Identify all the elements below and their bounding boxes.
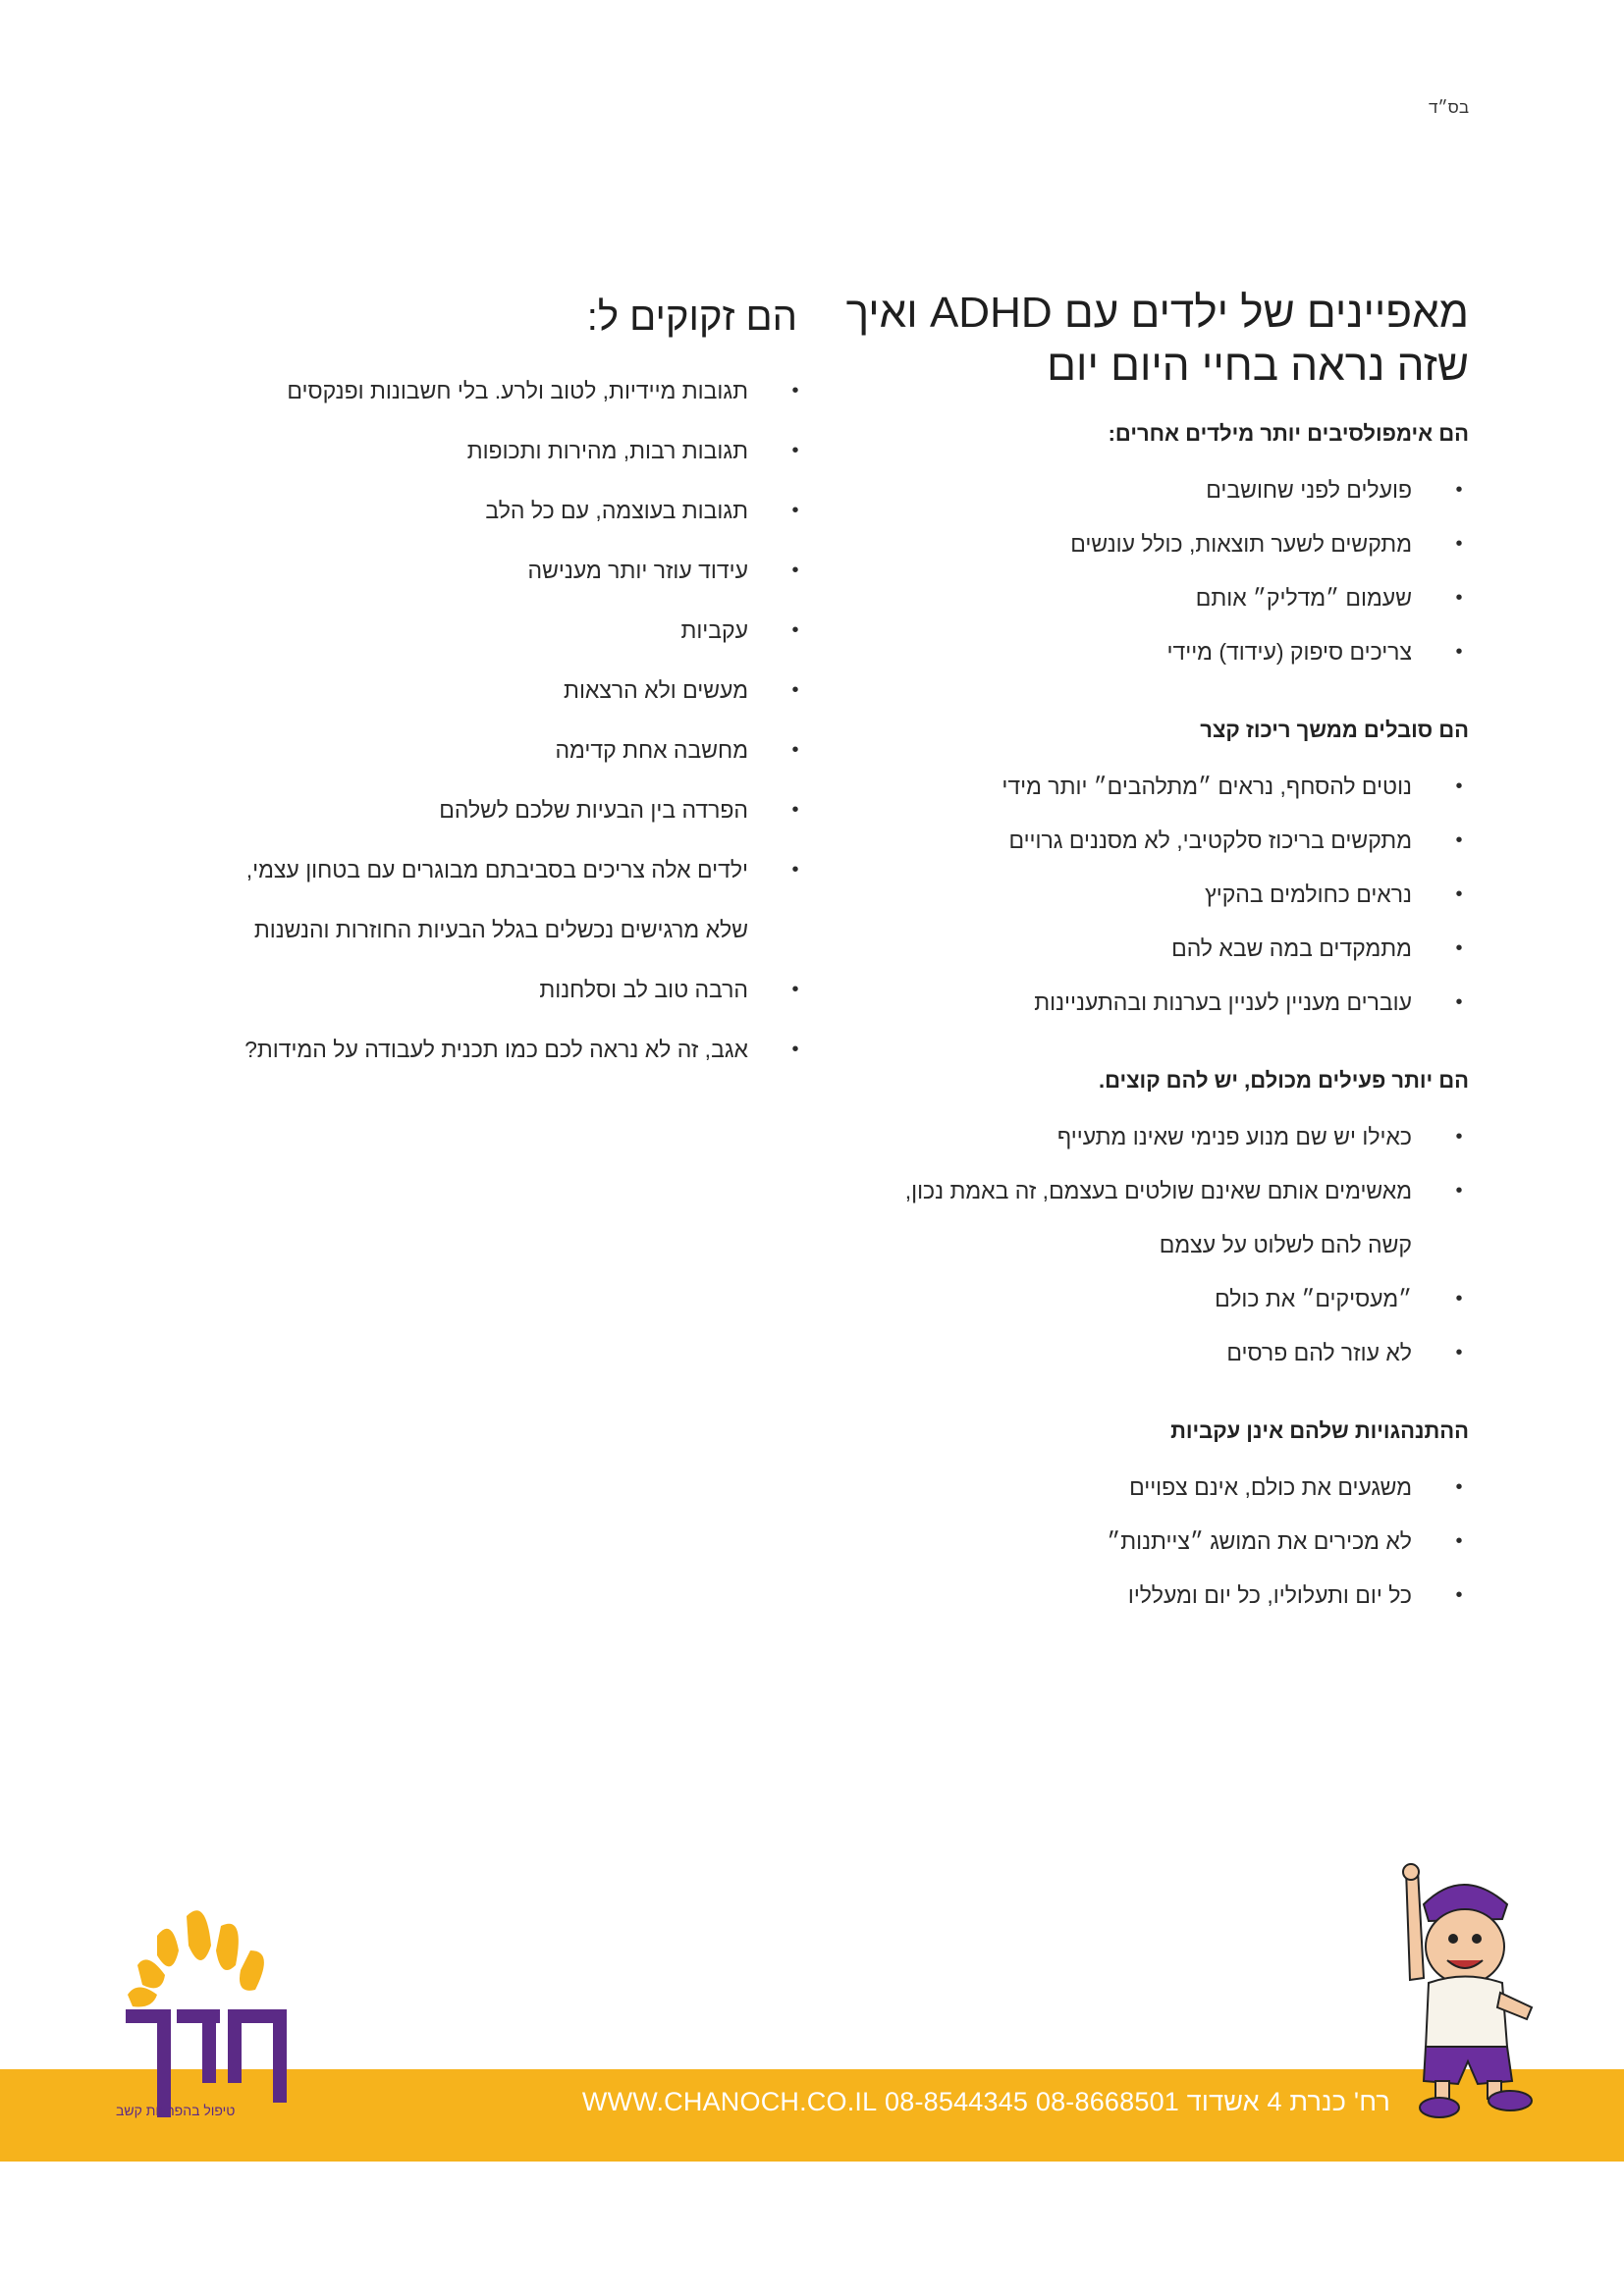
list-item: • הרבה טוב לב וסלחנות bbox=[177, 960, 805, 1020]
bullet-icon: • bbox=[1455, 479, 1463, 501]
section-impulsive bbox=[782, 412, 1469, 679]
bullet-icon: • bbox=[1455, 1126, 1463, 1148]
list-item-continuation: קשה להם לשלוט על עצמם bbox=[1159, 1232, 1412, 1257]
bullet-icon: • bbox=[1455, 641, 1463, 663]
bullet-icon: • bbox=[1455, 829, 1463, 851]
bullet-list bbox=[782, 760, 1469, 1030]
bullet-icon: • bbox=[1455, 937, 1463, 959]
bullet-icon: • bbox=[791, 440, 799, 461]
characteristics-column bbox=[782, 287, 1469, 1652]
bullet-icon: • bbox=[1455, 1476, 1463, 1498]
bullet-icon: • bbox=[791, 380, 799, 401]
chanoch-logo bbox=[118, 1896, 295, 2122]
list-item: • עוברים מעניין לעניין בערנות ובהתעניינות bbox=[782, 976, 1469, 1030]
list-item: • נראים כחולמים בהקיץ bbox=[782, 868, 1469, 922]
list-item: • פועלים לפני שחושבים bbox=[782, 463, 1469, 517]
section-hyperactive bbox=[782, 1059, 1469, 1380]
list-item: • מאשימים אותם שאינם שולטים בעצמם, זה באמת נכון, bbox=[782, 1164, 1469, 1218]
list-item: • מתקשים בריכוז סלקטיבי, לא מסננים גרויים bbox=[782, 814, 1469, 868]
list-item: • מתמקדים במה שבא להם bbox=[782, 922, 1469, 976]
bullet-list bbox=[782, 463, 1469, 679]
bullet-icon: • bbox=[791, 859, 799, 881]
section-short-attention bbox=[782, 709, 1469, 1030]
bullet-icon: • bbox=[791, 679, 799, 701]
logo-tagline: טיפול בהפרעות קשב bbox=[116, 2103, 236, 2118]
bullet-icon: • bbox=[791, 619, 799, 641]
section-heading: הם יותר פעילים מכולם, יש להם קוצים. bbox=[1099, 1068, 1469, 1093]
list-item: • ילדים אלה צריכים בסביבתם מבוגרים עם בטחון עצמי, bbox=[177, 840, 805, 900]
bullet-icon: • bbox=[1455, 775, 1463, 797]
bullet-icon: • bbox=[1455, 883, 1463, 905]
bullet-icon: • bbox=[1455, 991, 1463, 1013]
section-inconsistent bbox=[782, 1410, 1469, 1623]
logo-petals-icon bbox=[128, 1910, 264, 2006]
section-heading: הם סובלים ממשך ריכוז קצר bbox=[1200, 718, 1469, 742]
bullet-icon: • bbox=[1455, 1180, 1463, 1201]
list-item: • תגובות רבות, מהירות ותכופות bbox=[177, 421, 805, 481]
bullet-icon: • bbox=[1455, 1584, 1463, 1606]
boy-mascot-icon bbox=[1384, 1860, 1546, 2125]
list-item: • ״מעסיקים״ את כולם bbox=[782, 1272, 1469, 1326]
section-heading: הם אימפולסיבים יותר מילדים אחרים: bbox=[1108, 421, 1469, 446]
needs-list bbox=[177, 361, 805, 1080]
bullet-icon: • bbox=[1455, 1342, 1463, 1363]
bullet-icon: • bbox=[1455, 587, 1463, 609]
list-item: • אגב, זה לא נראה לכם כמו תכנית לעבודה על המידות? bbox=[177, 1020, 805, 1080]
list-item: • עקביות bbox=[177, 601, 805, 661]
bullet-list bbox=[782, 1461, 1469, 1623]
list-item: • לא מכירים את המושג ״צייתנות״ bbox=[782, 1515, 1469, 1569]
page-title: מאפיינים של ילדים עם ADHD ואיך שזה נראה בחיי היום יום bbox=[845, 289, 1469, 390]
list-item: • מתקשים לשער תוצאות, כולל עונשים bbox=[782, 517, 1469, 571]
list-item: • צריכים סיפוק (עידוד) מיידי bbox=[782, 625, 1469, 679]
list-item: • תגובות בעוצמה, עם כל הלב bbox=[177, 481, 805, 541]
list-item: • לא עוזר להם פרסים bbox=[782, 1326, 1469, 1380]
bullet-icon: • bbox=[791, 560, 799, 581]
list-item-continuation: שלא מרגישים נכשלים בגלל הבעיות החוזרות והנשנות bbox=[253, 917, 748, 942]
list-item: • כאילו יש שם מנוע פנימי שאינו מתעייף bbox=[782, 1110, 1469, 1164]
bullet-icon: • bbox=[791, 799, 799, 821]
list-item: • נוטים להסחף, נראים ״מתלהבים״ יותר מידי bbox=[782, 760, 1469, 814]
bullet-list bbox=[782, 1110, 1469, 1380]
bullet-icon: • bbox=[791, 500, 799, 521]
bullet-icon: • bbox=[791, 1039, 799, 1060]
list-item: • כל יום ותעלוליו, כל יום ומעלליו bbox=[782, 1569, 1469, 1623]
needs-column bbox=[177, 291, 805, 1080]
list-item: • שעמום ״מדליק״ אותם bbox=[782, 571, 1469, 625]
list-item: • עידוד עוזר יותר מענישה bbox=[177, 541, 805, 601]
footer-contact: רח' כנרת 4 אשדוד 08-8668501 08-8544345 WWW.CHANOCH.CO.IL bbox=[581, 2087, 1390, 2116]
list-item: • מחשבה אחת קדימה bbox=[177, 721, 805, 780]
bullet-icon: • bbox=[1455, 1530, 1463, 1552]
bullet-icon: • bbox=[1455, 533, 1463, 555]
bullet-icon: • bbox=[1455, 1288, 1463, 1309]
list-item: • תגובות מיידיות, לטוב ולרע. בלי חשבונות ופנקסים bbox=[177, 361, 805, 421]
list-item: • הפרדה בין הבעיות שלכם לשלהם bbox=[177, 780, 805, 840]
section-heading: ההתנהגויות שלהם אינן עקביות bbox=[1170, 1418, 1469, 1443]
bullet-icon: • bbox=[791, 739, 799, 761]
bullet-icon: • bbox=[791, 979, 799, 1000]
needs-title: הם זקוקים ל: bbox=[586, 295, 797, 339]
list-item: • מעשים ולא הרצאות bbox=[177, 661, 805, 721]
bsd-header: בס״ד bbox=[1429, 98, 1469, 117]
list-item: • משגעים את כולם, אינם צפויים bbox=[782, 1461, 1469, 1515]
